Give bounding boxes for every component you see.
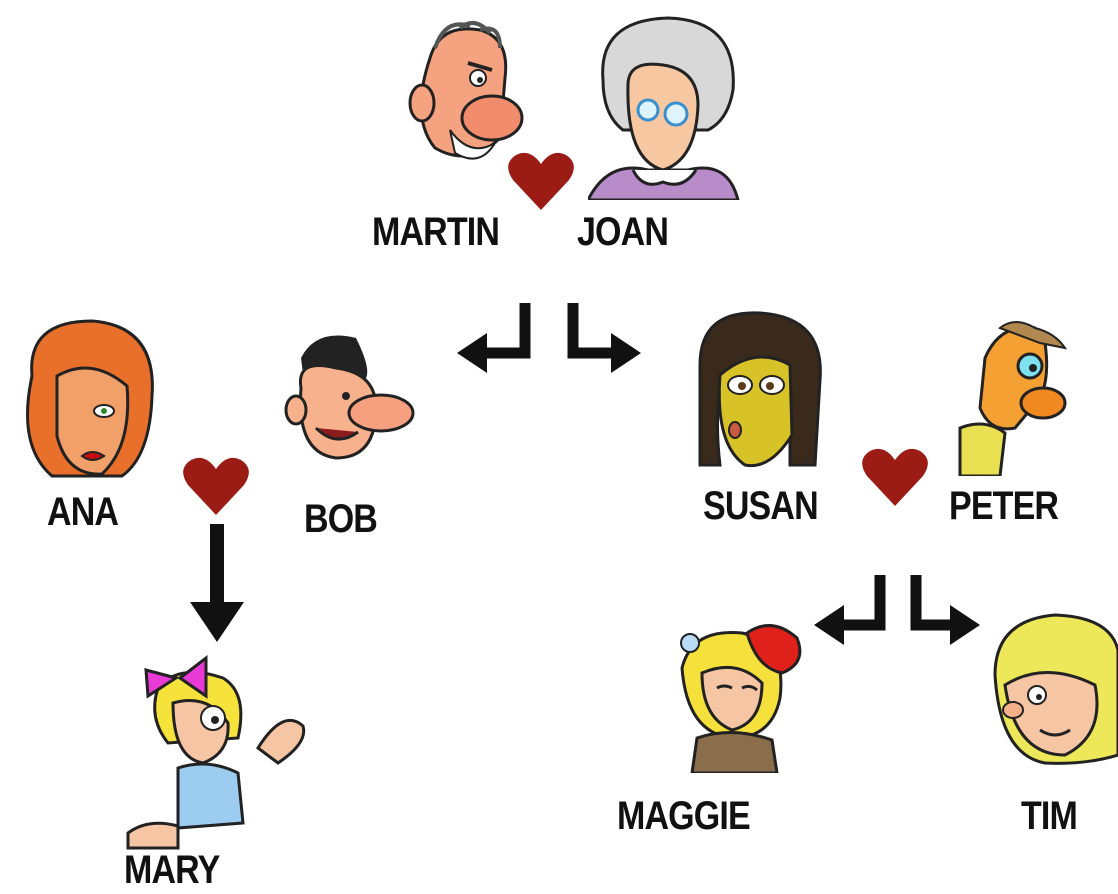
heart-shape — [183, 458, 249, 515]
mary-name: MARY — [124, 848, 220, 892]
arrow-icon — [455, 298, 645, 393]
susan-portrait — [690, 305, 830, 470]
peter-portrait — [945, 318, 1075, 476]
tim-portrait — [985, 605, 1118, 770]
heart-icon — [508, 150, 574, 212]
bob-name: BOB — [304, 497, 378, 541]
ana-name: ANA — [47, 490, 119, 534]
mary-portrait — [118, 648, 313, 853]
arrow-icon — [188, 524, 246, 644]
joan-name: JOAN — [577, 210, 669, 254]
right-branch-arrow — [916, 575, 952, 625]
ana-portrait — [12, 316, 162, 488]
heart-shape — [862, 449, 928, 506]
tim-name: TIM — [1021, 794, 1077, 838]
left-branch-arrow — [485, 303, 525, 353]
bob-portrait — [276, 328, 416, 468]
heart-icon — [862, 446, 928, 508]
heart-shape — [508, 153, 574, 210]
maggie-portrait — [662, 618, 807, 773]
martin-name: MARTIN — [372, 210, 500, 254]
down-arrow — [190, 524, 244, 642]
maggie-name: MAGGIE — [617, 794, 750, 838]
heart-icon — [183, 455, 249, 517]
arrow-icon — [812, 570, 982, 665]
peter-name: PETER — [949, 484, 1059, 528]
right-branch-arrow — [573, 303, 613, 353]
joan-portrait — [588, 10, 748, 200]
susan-name: SUSAN — [703, 484, 818, 528]
left-branch-arrow — [842, 575, 880, 625]
